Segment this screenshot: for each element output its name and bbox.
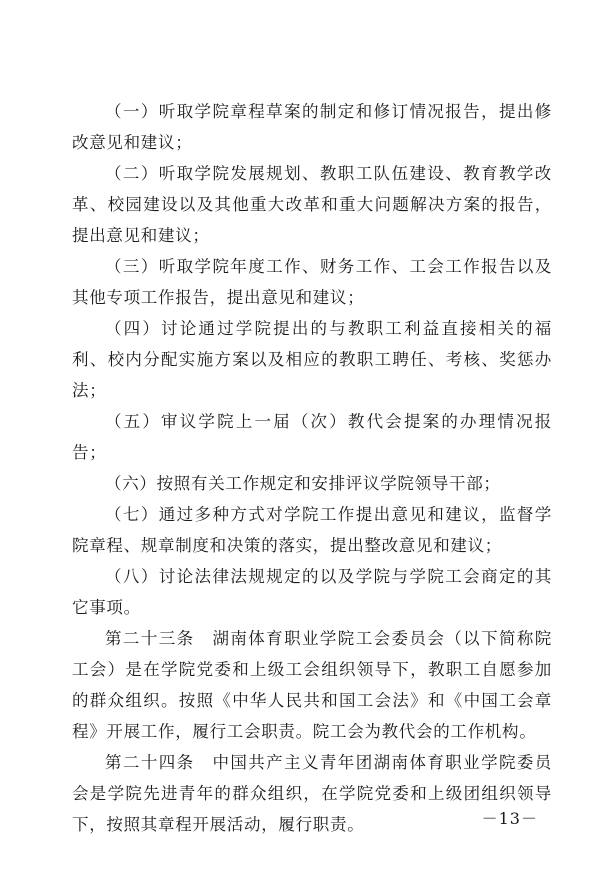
item-7: （七）通过多种方式对学院工作提出意见和建议，监督学院章程、规章制度和决策的落实，提出整改意见和建议； <box>72 505 552 555</box>
item-1: （一）听取学院章程草案的制定和修订情况报告，提出修改意见和建议； <box>72 102 552 152</box>
item-2: （二）听取学院发展规划、教职工队伍建设、教育教学改革、校园建设以及其他重大改革和重大问题解决方案的报告，提出意见和建议； <box>72 164 552 245</box>
article-24: 第二十四条 中国共产主义青年团湖南体育职业学院委员会是学院先进青年的群众组织，在学院党委和上级团组织领导下，按照其章程开展活动，履行职责。 <box>72 753 552 834</box>
document-body <box>72 96 552 840</box>
article-23: 第二十三条 湖南体育职业学院工会委员会（以下简称院工会）是在学院党委和上级工会组织领导下，教职工自愿参加的群众组织。按照《中华人民共和国工会法》和《中国工会章程》开展工作，履行工会职责。院工会为教代会的工作机构。 <box>72 629 552 741</box>
item-5: （五）审议学院上一届（次）教代会提案的办理情况报告； <box>72 412 552 462</box>
item-4: （四）讨论通过学院提出的与教职工利益直接相关的福利、校内分配实施方案以及相应的教职工聘任、考核、奖惩办法； <box>72 319 552 400</box>
item-3: （三）听取学院年度工作、财务工作、工会工作报告以及其他专项工作报告，提出意见和建议； <box>72 257 552 307</box>
page-number: －13－ <box>481 809 538 828</box>
item-6: （六）按照有关工作规定和安排评议学院领导干部； <box>105 474 501 493</box>
item-8: （八）讨论法律法规规定的以及学院与学院工会商定的其它事项。 <box>72 567 552 617</box>
